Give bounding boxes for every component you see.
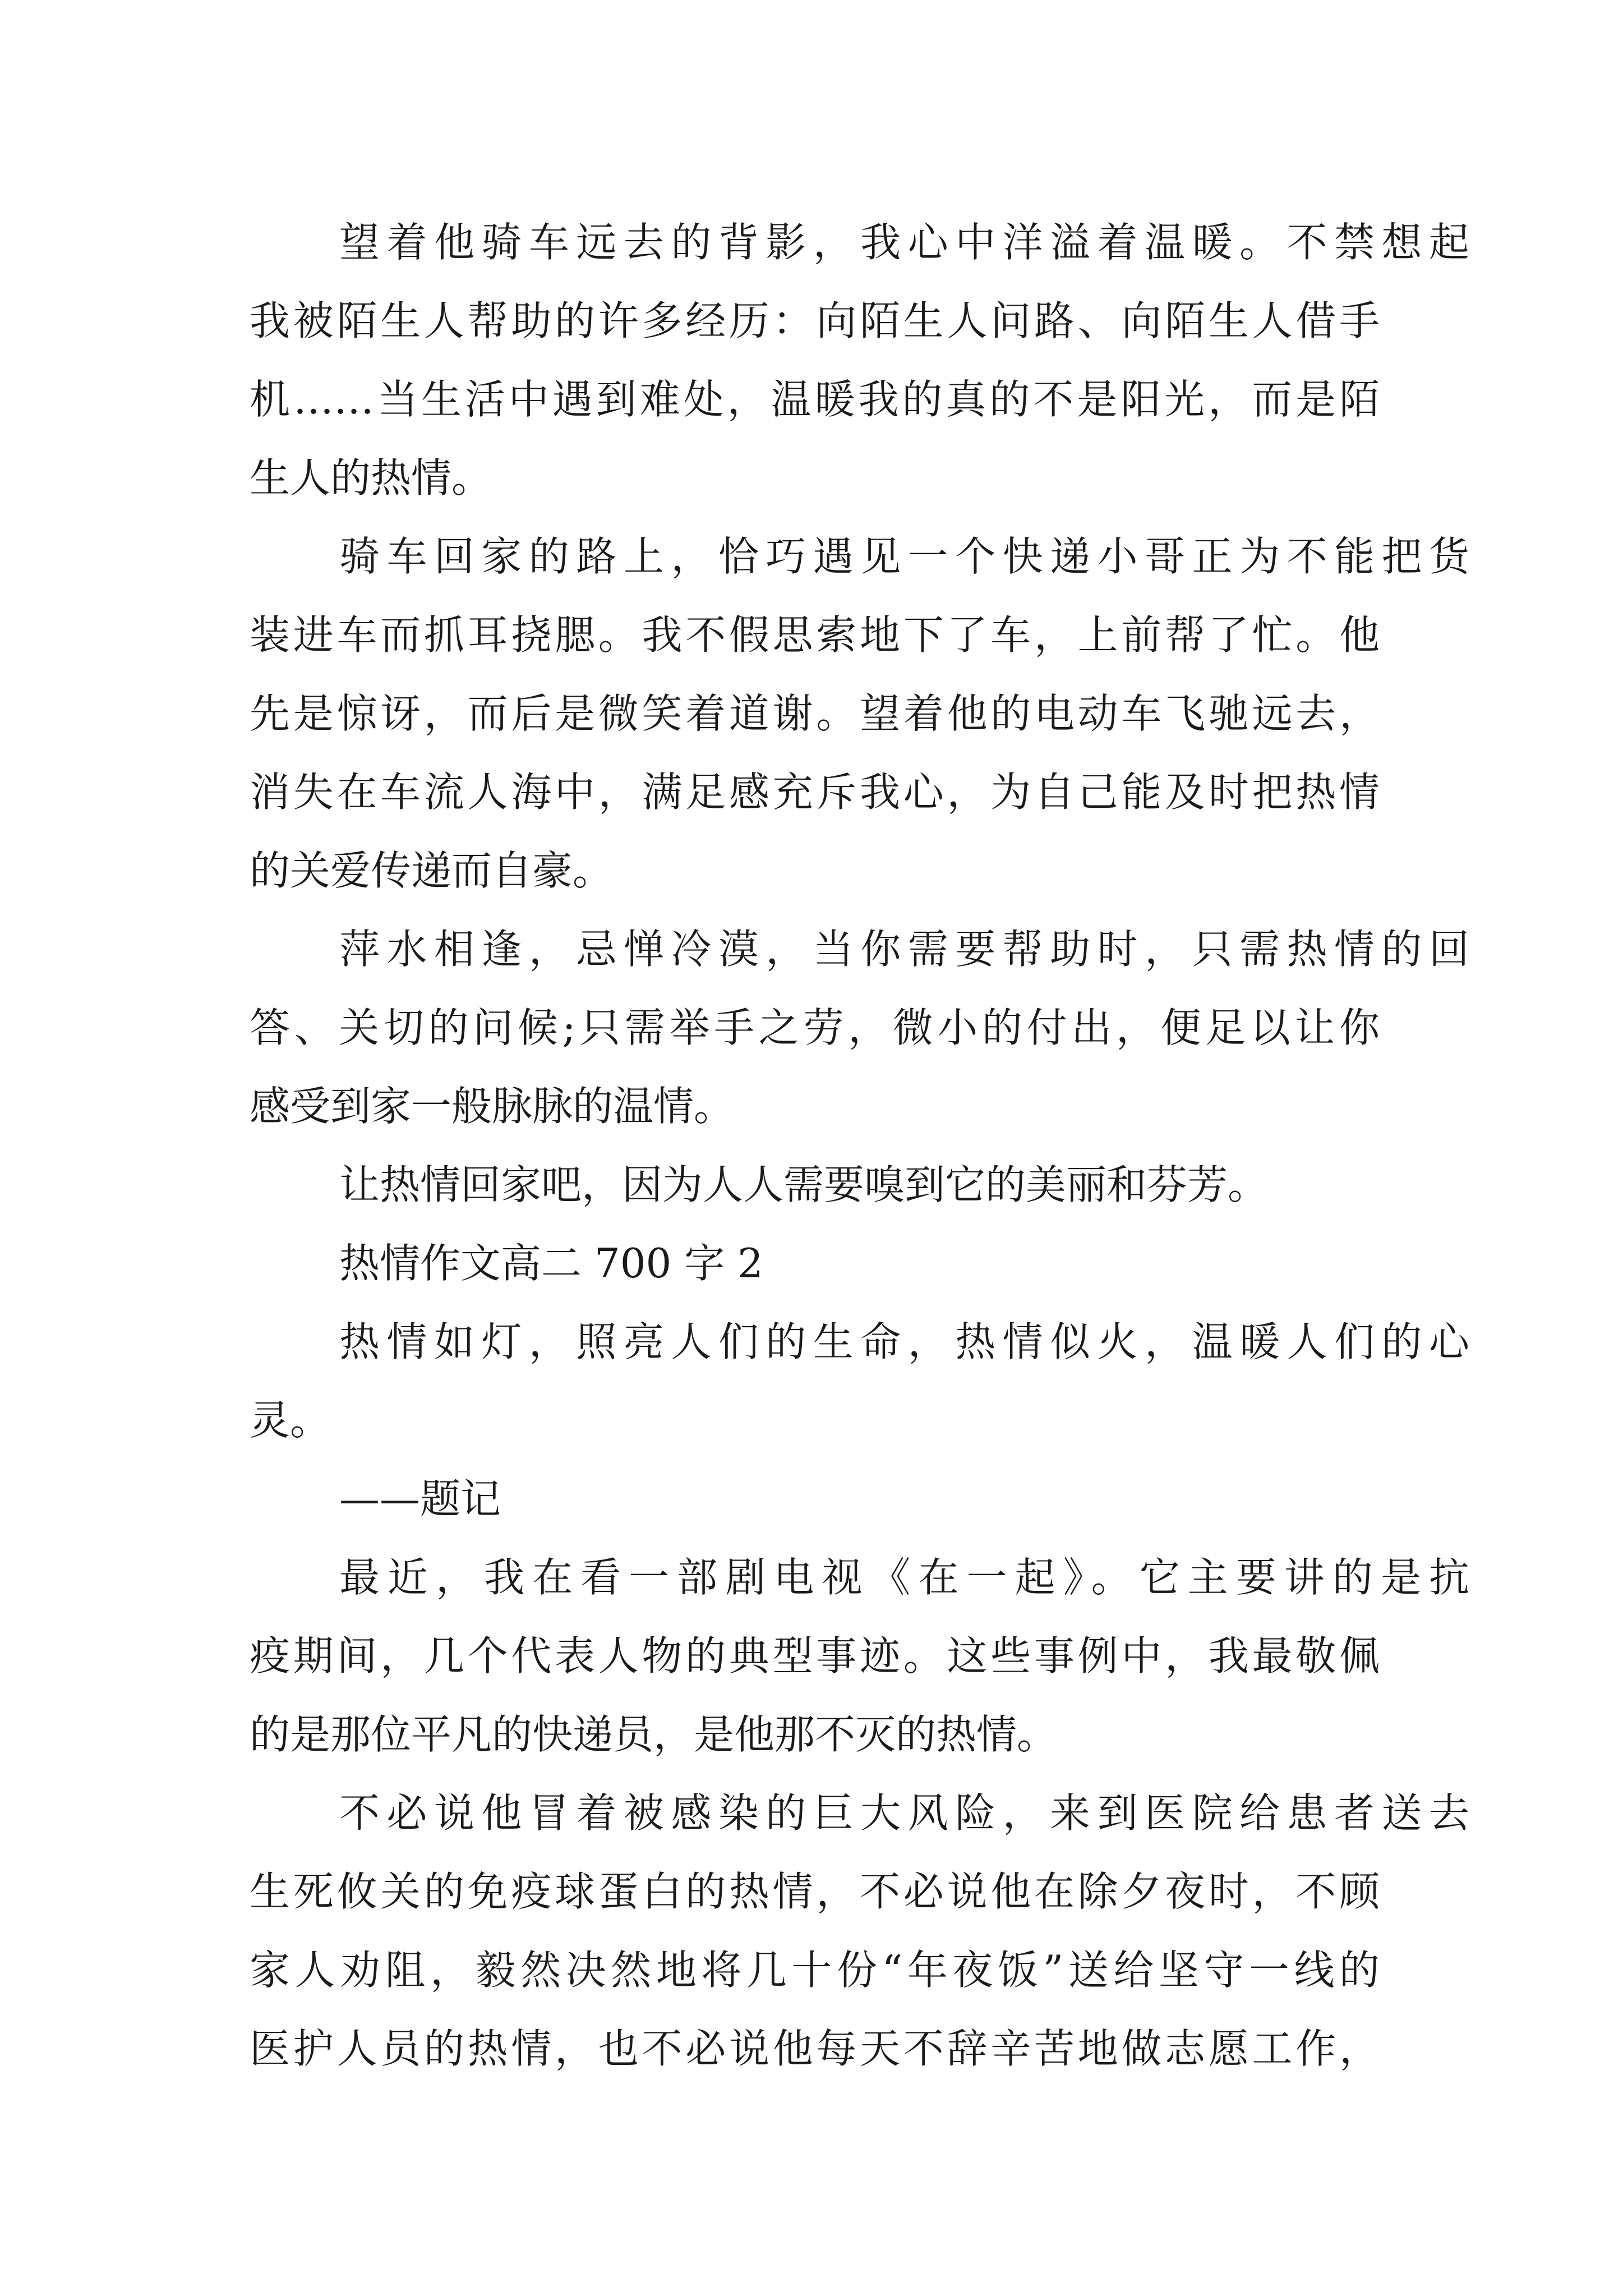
section-heading: 热情作文高二 700 字 2	[339, 1240, 763, 1287]
text-line: 疫期间，几个代表人物的典型事迹。这些事例中，我最敬佩	[250, 1632, 1380, 1680]
text-line: 的关爱传递而自豪。	[250, 847, 614, 894]
text-line: 灵。	[250, 1397, 331, 1444]
text-line: 萍水相逢，忌惮冷漠，当你需要帮助时，只需热情的回	[339, 926, 1469, 973]
epigraph-attribution: ——题记	[339, 1475, 501, 1522]
text-line: 医护人员的热情，也不必说他每天不辞辛苦地做志愿工作，	[250, 2025, 1380, 2072]
text-line: 机……当生活中遇到难处，温暖我的真的不是阳光，而是陌	[250, 376, 1380, 423]
text-line: 望着他骑车远去的背影，我心中洋溢着温暖。不禁想起	[339, 219, 1469, 266]
text-line: 的是那位平凡的快递员，是他那不灭的热情。	[250, 1711, 1058, 1758]
text-line: 先是惊讶，而后是微笑着道谢。望着他的电动车飞驰远去，	[250, 690, 1380, 737]
text-line: 生人的热情。	[250, 454, 492, 501]
text-line: 生死攸关的免疫球蛋白的热情，不必说他在除夕夜时，不顾	[250, 1868, 1380, 1915]
text-line: 最近，我在看一部剧电视《在一起》。它主要讲的是抗	[339, 1554, 1469, 1601]
text-line: 装进车而抓耳挠腮。我不假思索地下了车，上前帮了忙。他	[250, 611, 1380, 659]
text-line: 我被陌生人帮助的许多经历：向陌生人问路、向陌生人借手	[250, 297, 1380, 344]
text-line: 让热情回家吧，因为人人需要嗅到它的美丽和芬芳。	[339, 1161, 1269, 1208]
text-line: 感受到家一般脉脉的温情。	[250, 1083, 735, 1130]
text-line: 不必说他冒着被感染的巨大风险，来到医院给患者送去	[339, 1789, 1469, 1837]
text-line: 家人劝阻，毅然决然地将几十份“年夜饭”送给坚守一线的	[250, 1947, 1380, 1994]
text-line: 答、关切的问候;只需举手之劳，微小的付出，便足以让你	[250, 1004, 1380, 1051]
text-line: 骑车回家的路上，恰巧遇见一个快递小哥正为不能把货	[339, 533, 1469, 580]
text-line: 热情如灯，照亮人们的生命，热情似火，温暖人们的心	[339, 1318, 1469, 1365]
text-line: 消失在车流人海中，满足感充斥我心，为自己能及时把热情	[250, 769, 1380, 816]
